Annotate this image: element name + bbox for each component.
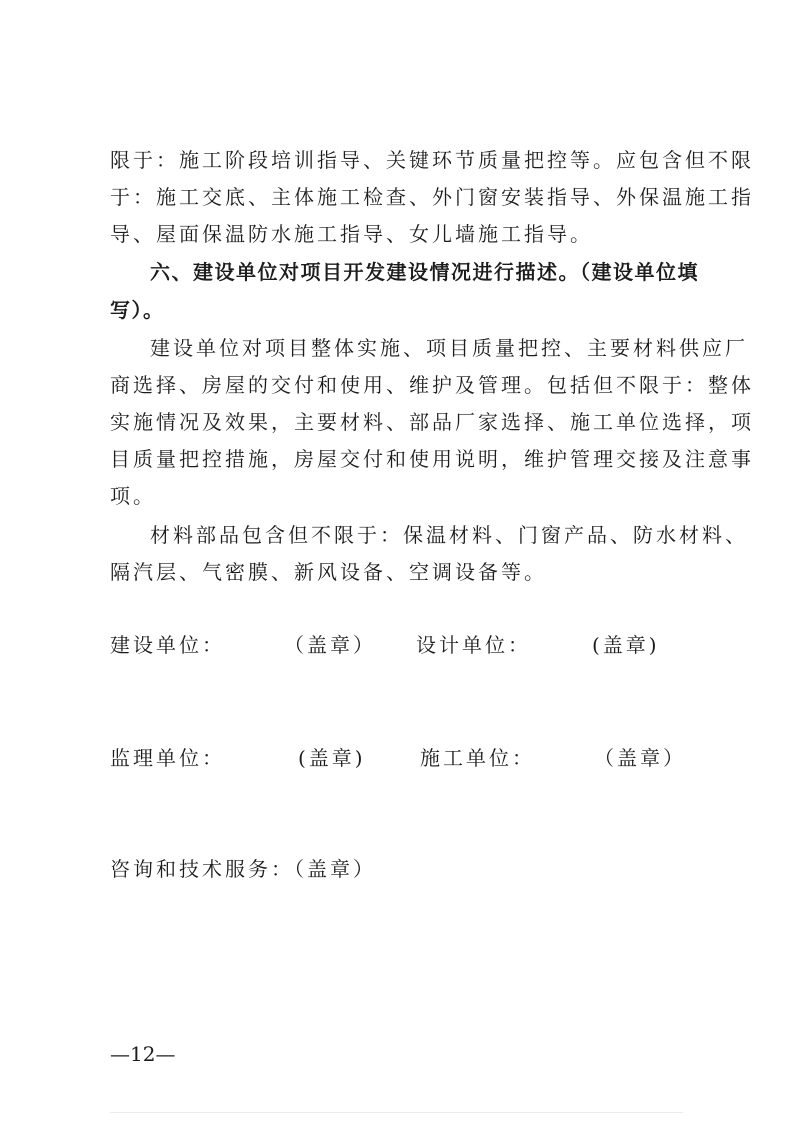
scan-edge-divider xyxy=(110,1112,683,1113)
design-unit-label: 设计单位： xyxy=(416,633,531,657)
consulting-unit-seal: （盖章） xyxy=(284,857,376,881)
paragraph-line: 目质量把控措施，房屋交付和使用说明，维护管理交接及注意事 xyxy=(110,447,754,471)
supervision-unit-seal: (盖章) xyxy=(298,746,366,770)
page-number: —12— xyxy=(110,1042,176,1066)
consulting-unit-label: 咨询和技术服务： xyxy=(110,857,294,881)
construction-unit-label: 建设单位： xyxy=(110,633,225,657)
paragraph-line: 实施情况及效果，主要材料、部品厂家选择、施工单位选择，项 xyxy=(110,410,754,434)
paragraph-line: 导、屋面保温防水施工指导、女儿墙施工指导。 xyxy=(110,222,593,246)
supervision-unit-label: 监理单位： xyxy=(110,746,225,770)
paragraph-line: 限于：施工阶段培训指导、关键环节质量把控等。应包含但不限 xyxy=(110,148,754,172)
construction-unit-seal: （盖章） xyxy=(284,633,376,657)
contractor-unit-seal: （盖章） xyxy=(594,746,686,770)
paragraph-line: 隔汽层、气密膜、新风设备、空调设备等。 xyxy=(110,560,547,584)
paragraph-line: 商选择、房屋的交付和使用、维护及管理。包括但不限于：整体 xyxy=(110,373,754,397)
paragraph-line: 于：施工交底、主体施工检查、外门窗安装指导、外保温施工指 xyxy=(110,185,754,209)
design-unit-seal: (盖章) xyxy=(592,633,660,657)
section-heading: 写）。 xyxy=(110,298,165,322)
paragraph-line: 项。 xyxy=(110,484,156,508)
contractor-unit-label: 施工单位： xyxy=(420,746,535,770)
paragraph-line: 材料部品包含但不限于：保温材料、门窗产品、防水材料、 xyxy=(150,523,748,547)
paragraph-line: 建设单位对项目整体实施、项目质量把控、主要材料供应厂 xyxy=(150,336,748,360)
section-heading: 六、建设单位对项目开发建设情况进行描述。（建设单位填 xyxy=(150,260,699,284)
